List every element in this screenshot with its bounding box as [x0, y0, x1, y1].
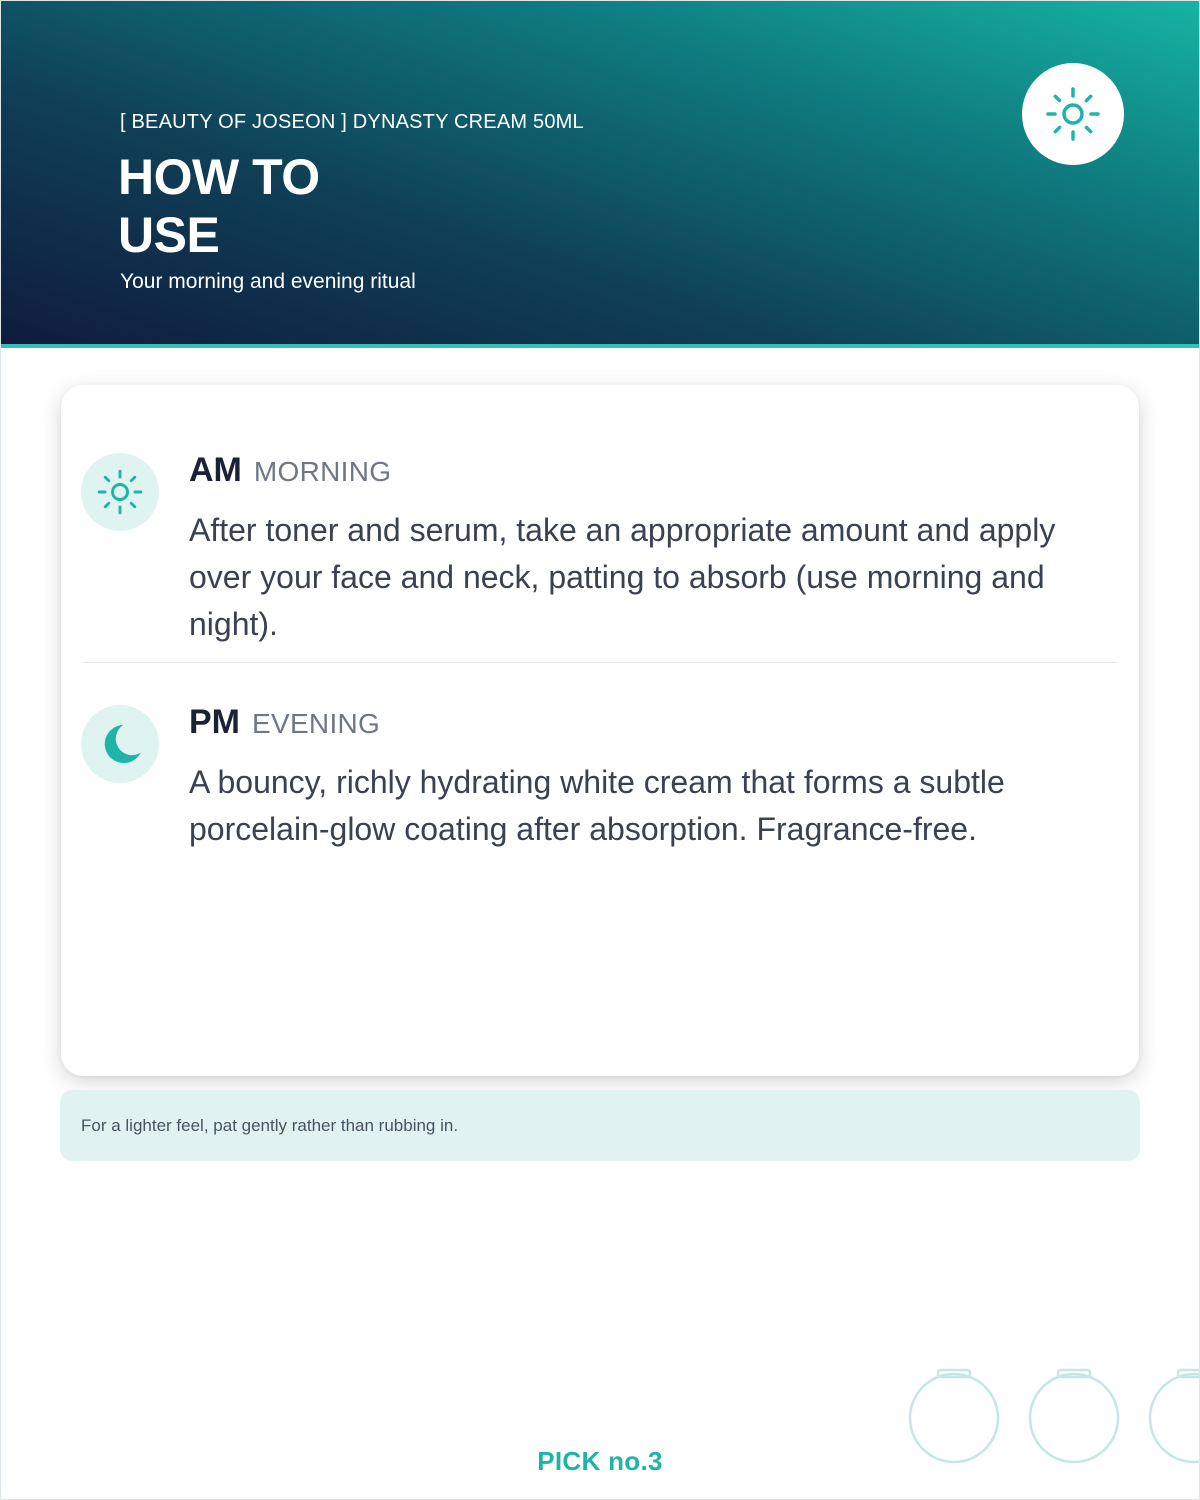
am-icon-badge	[81, 453, 159, 531]
am-step-heading	[189, 451, 391, 490]
pick-label: PICK no.3	[537, 1446, 663, 1476]
am-step-code: AM	[189, 451, 242, 489]
pm-step-period: EVENING	[252, 708, 381, 739]
am-step-text: After toner and serum, take an appropriate amount and apply over your face and neck, patting to absorb (use morning and night).	[189, 512, 1056, 642]
header-banner	[0, 0, 1200, 348]
page-subtitle: Your morning and evening ritual	[120, 270, 416, 293]
step-divider	[83, 662, 1117, 663]
pm-step-text: A bouncy, richly hydrating white cream that forms a subtle porcelain-glow coating after absorption. Fragrance-free.	[189, 764, 1005, 847]
pm-step-heading	[189, 703, 380, 742]
page-title	[118, 148, 320, 264]
sun-icon	[95, 467, 145, 517]
tip-banner	[60, 1090, 1140, 1161]
pm-icon-badge	[81, 705, 159, 783]
sun-icon	[1043, 84, 1103, 144]
title-line-2: USE	[118, 207, 220, 263]
tip-text: For a lighter feel, pat gently rather than rubbing in.	[81, 1115, 459, 1135]
moon-icon	[94, 718, 146, 770]
title-line-1: HOW TO	[118, 149, 320, 205]
usage-card	[61, 385, 1139, 1076]
header-badge	[1022, 63, 1124, 165]
am-step-period: MORNING	[253, 456, 392, 487]
pm-step-code: PM	[189, 703, 240, 741]
product-eyebrow: [ BEAUTY OF JOSEON ] DYNASTY CREAM 50ML	[120, 111, 584, 133]
